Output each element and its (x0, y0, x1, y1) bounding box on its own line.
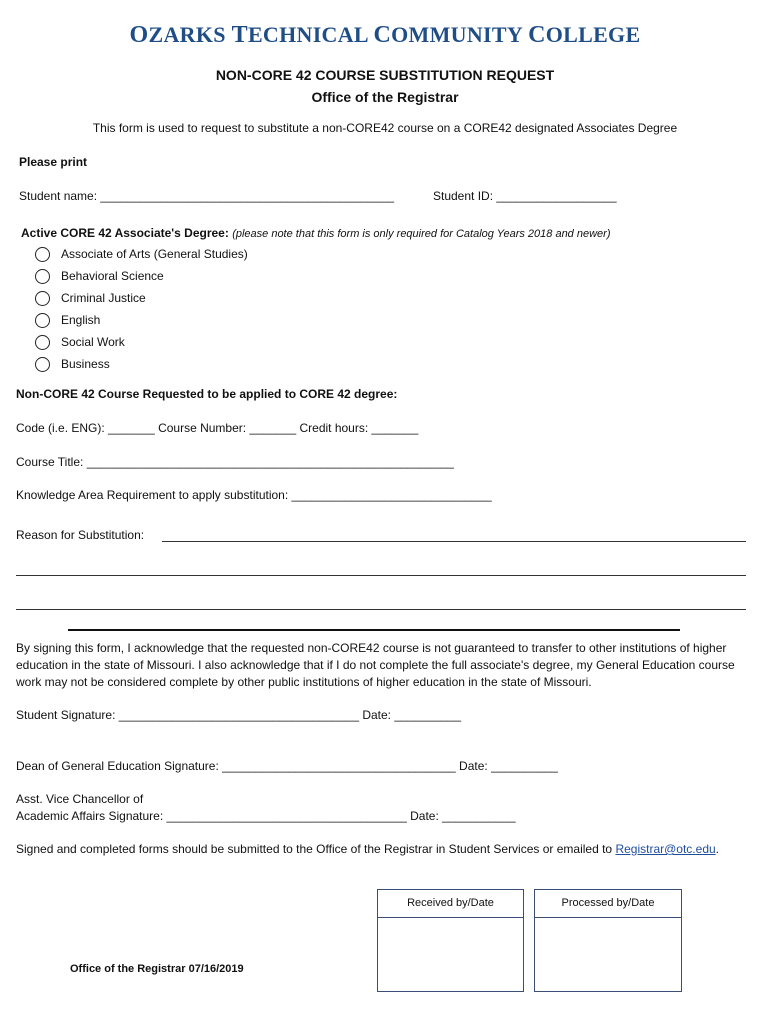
logo-part: O (129, 22, 149, 48)
received-by-box[interactable] (377, 889, 524, 992)
avc-signature-field[interactable]: Academic Affairs Signature: ____________________________________ Date: ___________ (16, 809, 516, 823)
reason-label: Reason for Substitution: (16, 528, 145, 542)
acknowledgement-text: By signing this form, I acknowledge that the requested non-CORE42 course is not guaranteed to transfer to other institutions of higher education in the state of Missouri. I also acknowledge that if I do not complete the full associate's degree, my General Education course work may not be considered complete by other public institutions of higher education in the state of Missouri. (16, 641, 735, 689)
logo-part: C (373, 22, 392, 48)
degree-heading-label: Active CORE 42 Associate's Degree: (21, 226, 229, 240)
student-name-field[interactable]: Student name: ____________________________________________ (19, 189, 395, 203)
option-associate-of-arts: Associate of Arts (General Studies) (61, 247, 248, 261)
radio-english[interactable] (35, 313, 50, 328)
student-signature-field[interactable]: Student Signature: ____________________________________ Date: __________ (16, 708, 462, 722)
degree-note: (please note that this form is only required for Catalog Years 2018 and newer) (232, 228, 611, 240)
radio-social-work[interactable] (35, 335, 50, 350)
option-business: Business (61, 357, 110, 371)
reason-line-1[interactable] (162, 541, 746, 542)
radio-business[interactable] (35, 357, 50, 372)
submission-text: Signed and completed forms should be submitted to the Office of the Registrar in Student Services or emailed to (16, 842, 616, 856)
office-title: Office of the Registrar (311, 89, 459, 105)
section-divider (68, 629, 680, 631)
processed-by-label: Processed by/Date (535, 890, 681, 918)
footer-office-date: Office of the Registrar 07/16/2019 (70, 963, 244, 975)
logo-part: ECHNICAL (247, 22, 374, 47)
course-title-field[interactable]: Course Title: _______________________________________________________ (16, 455, 454, 469)
logo-part: T (231, 22, 248, 48)
logo-part: OMMUNITY (391, 22, 529, 47)
student-id-field[interactable]: Student ID: __________________ (433, 189, 617, 203)
form-description: This form is used to request to substitute a non-CORE42 course on a CORE42 designated Associates Degree (92, 121, 678, 135)
course-heading: Non-CORE 42 Course Requested to be applied to CORE 42 degree: (16, 387, 398, 401)
logo-part: OLLEGE (545, 22, 641, 47)
registrar-email-link[interactable]: Registrar@otc.edu (615, 842, 716, 856)
avc-title: Asst. Vice Chancellor of (16, 792, 144, 806)
radio-criminal-justice[interactable] (35, 291, 50, 306)
option-english: English (61, 313, 101, 327)
knowledge-area-field[interactable]: Knowledge Area Requirement to apply substitution: ______________________________ (16, 488, 492, 502)
degree-heading (21, 226, 610, 240)
please-print-label: Please print (19, 155, 88, 169)
submission-instructions (16, 842, 719, 856)
option-behavioral-science: Behavioral Science (61, 269, 164, 283)
submission-end: . (715, 842, 720, 856)
processed-by-box[interactable] (534, 889, 682, 992)
logo-part: ZARKS (148, 22, 232, 47)
form-title: NON-CORE 42 COURSE SUBSTITUTION REQUEST (215, 67, 555, 83)
option-criminal-justice: Criminal Justice (61, 291, 146, 305)
logo-part: C (528, 22, 546, 48)
course-code-fields[interactable]: Code (i.e. ENG): _______ Course Number: _______ Credit hours: _______ (16, 421, 419, 435)
received-by-label: Received by/Date (378, 890, 523, 918)
college-logo (0, 22, 770, 49)
option-social-work: Social Work (61, 335, 125, 349)
reason-line-3[interactable] (16, 609, 746, 610)
radio-associate-of-arts[interactable] (35, 247, 50, 262)
dean-signature-field[interactable]: Dean of General Education Signature: ___________________________________ Date: __________ (16, 759, 558, 773)
reason-line-2[interactable] (16, 575, 746, 576)
radio-behavioral-science[interactable] (35, 269, 50, 284)
